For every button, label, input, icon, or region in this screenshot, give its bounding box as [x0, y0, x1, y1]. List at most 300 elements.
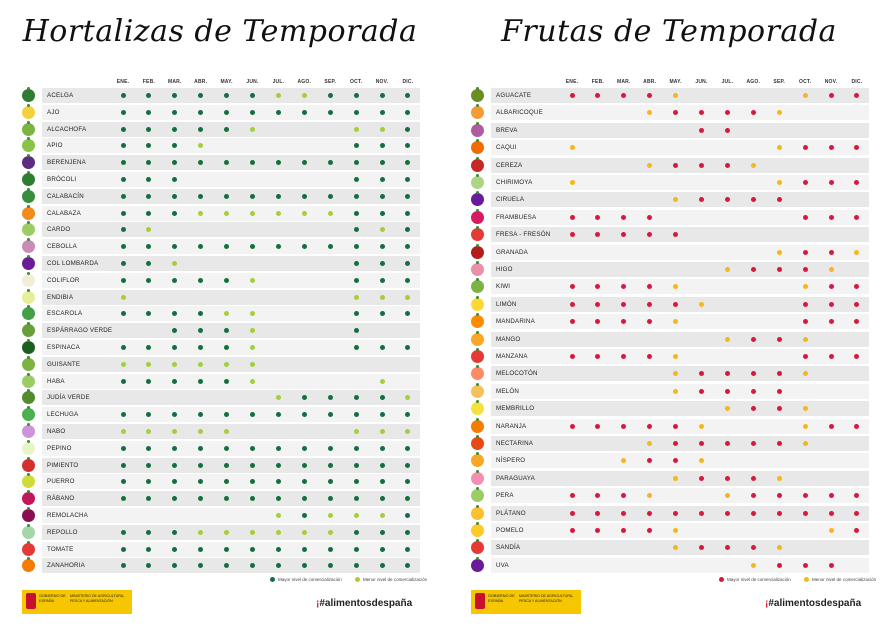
- produce-name: ACELGA: [47, 92, 74, 99]
- brand-hashtag: ¡#alimentosdespaña: [316, 598, 413, 609]
- row-background: [491, 245, 869, 260]
- produce-name: COL LOMBARDA: [47, 260, 99, 267]
- produce-name: REMOLACHA: [47, 512, 88, 519]
- row-background: [491, 384, 869, 399]
- produce-row: [20, 474, 420, 489]
- high-season-dot: [673, 511, 678, 516]
- produce-name: HIGO: [496, 266, 513, 273]
- produce-row: [469, 366, 869, 381]
- produce-name: GRANADA: [496, 248, 528, 256]
- chard-icon: [22, 89, 35, 102]
- high-season-dot: [380, 345, 385, 350]
- produce-row: [20, 441, 420, 456]
- produce-row: [20, 155, 420, 170]
- month-label: ENE.: [565, 79, 579, 85]
- high-season-dot: [354, 177, 359, 182]
- high-season-dot: [198, 463, 203, 468]
- row-background: [491, 332, 869, 347]
- produce-name: AJO: [47, 108, 60, 116]
- high-season-dot: [121, 278, 126, 283]
- row-background: [42, 222, 420, 237]
- high-season-dot: [777, 406, 782, 411]
- high-season-dot: [725, 163, 730, 168]
- high-season-dot: [302, 244, 307, 249]
- high-season-dot: [380, 547, 385, 552]
- row-background: [42, 525, 420, 540]
- legend-low-dot: [804, 577, 809, 582]
- produce-row: [469, 523, 869, 538]
- high-season-dot: [198, 194, 203, 199]
- low-season-dot: [699, 302, 704, 307]
- high-season-dot: [172, 547, 177, 552]
- high-season-dot: [380, 496, 385, 501]
- produce-name: HABA: [47, 377, 65, 385]
- produce-name: KIWI: [496, 283, 511, 291]
- asparagus-icon: [22, 324, 35, 337]
- low-season-dot: [380, 379, 385, 384]
- high-season-dot: [302, 160, 307, 165]
- high-season-dot: [829, 284, 834, 289]
- month-label: NOV.: [824, 79, 838, 85]
- row-background: [491, 558, 869, 573]
- high-season-dot: [302, 463, 307, 468]
- high-season-dot: [198, 547, 203, 552]
- coat-of-arms-icon: [26, 593, 36, 609]
- high-season-dot: [829, 563, 834, 568]
- high-season-dot: [570, 232, 575, 237]
- high-season-dot: [751, 406, 756, 411]
- cucumber-icon: [22, 442, 35, 455]
- low-season-dot: [328, 513, 333, 518]
- low-season-dot: [725, 337, 730, 342]
- month-label: MAR.: [617, 79, 631, 85]
- row-background: [42, 424, 420, 439]
- produce-row: [469, 332, 869, 347]
- high-season-dot: [777, 441, 782, 446]
- legend-high-label: Mayor nivel de comercialización: [727, 577, 791, 583]
- row-background: [491, 540, 869, 555]
- high-season-dot: [354, 110, 359, 115]
- high-season-dot: [121, 93, 126, 98]
- legend-high-dot: [719, 577, 724, 582]
- produce-row: [469, 245, 869, 260]
- onion-icon: [22, 240, 35, 253]
- high-season-dot: [380, 311, 385, 316]
- produce-name: CAQUI: [496, 144, 517, 152]
- month-label: JUL.: [721, 79, 734, 85]
- high-season-dot: [121, 261, 126, 266]
- low-season-dot: [224, 211, 229, 216]
- month-label: DIC.: [851, 79, 863, 85]
- high-season-dot: [172, 127, 177, 132]
- low-season-dot: [250, 211, 255, 216]
- high-season-dot: [570, 93, 575, 98]
- produce-row: [20, 88, 420, 103]
- produce-row: [469, 506, 869, 521]
- low-season-dot: [276, 513, 281, 518]
- month-label: OCT.: [798, 79, 812, 85]
- high-season-dot: [276, 463, 281, 468]
- produce-row: [469, 349, 869, 364]
- high-season-dot: [647, 511, 652, 516]
- row-background: [491, 506, 869, 521]
- radish-icon: [22, 492, 35, 505]
- produce-name: CHIRIMOYA: [496, 179, 533, 186]
- high-season-dot: [121, 530, 126, 535]
- produce-row: [20, 491, 420, 506]
- vegetables-chart: [0, 0, 440, 638]
- high-season-dot: [121, 479, 126, 484]
- row-background: [42, 155, 420, 170]
- high-season-dot: [380, 278, 385, 283]
- low-season-dot: [803, 406, 808, 411]
- produce-name: CARDO: [47, 226, 71, 234]
- high-season-dot: [380, 463, 385, 468]
- high-season-dot: [829, 250, 834, 255]
- produce-name: PARAGUAYA: [496, 474, 535, 482]
- low-season-dot: [380, 429, 385, 434]
- produce-row: [20, 407, 420, 422]
- low-season-dot: [250, 345, 255, 350]
- low-season-dot: [250, 379, 255, 384]
- high-season-dot: [354, 496, 359, 501]
- row-background: [42, 290, 420, 305]
- produce-name: JUDÍA VERDE: [47, 394, 90, 402]
- strawberry-icon: [471, 228, 484, 241]
- fruits-legend: [719, 577, 888, 585]
- month-label: MAY.: [220, 79, 233, 85]
- endive-icon: [22, 291, 35, 304]
- high-season-dot: [198, 110, 203, 115]
- high-season-dot: [380, 395, 385, 400]
- quince-icon: [471, 402, 484, 415]
- produce-row: [20, 458, 420, 473]
- high-season-dot: [276, 110, 281, 115]
- produce-row: [20, 390, 420, 405]
- row-background: [42, 206, 420, 221]
- celery-icon: [22, 139, 35, 152]
- low-season-dot: [647, 163, 652, 168]
- produce-name: SANDÍA: [496, 544, 521, 552]
- produce-row: [20, 138, 420, 153]
- high-season-dot: [121, 211, 126, 216]
- high-season-dot: [224, 110, 229, 115]
- row-background: [491, 349, 869, 364]
- high-season-dot: [803, 250, 808, 255]
- high-season-dot: [354, 93, 359, 98]
- high-season-dot: [121, 244, 126, 249]
- row-background: [42, 357, 420, 372]
- row-background: [491, 471, 869, 486]
- high-season-dot: [777, 267, 782, 272]
- produce-name: FRAMBUESA: [496, 213, 537, 221]
- government-logo: [471, 590, 581, 614]
- produce-row: [20, 105, 420, 120]
- high-season-dot: [224, 463, 229, 468]
- row-background: [42, 122, 420, 137]
- produce-name: PIMIENTO: [47, 461, 79, 469]
- row-background: [42, 105, 420, 120]
- low-season-dot: [276, 530, 281, 535]
- produce-name: ESPINACA: [47, 344, 80, 351]
- produce-row: [469, 314, 869, 329]
- high-season-dot: [673, 424, 678, 429]
- row-background: [42, 458, 420, 473]
- produce-name: BRÓCOLI: [47, 176, 77, 183]
- month-label: ENE.: [116, 79, 130, 85]
- produce-row: [20, 542, 420, 557]
- high-season-dot: [121, 143, 126, 148]
- high-season-dot: [121, 496, 126, 501]
- produce-name: RÁBANO: [47, 495, 75, 503]
- high-season-dot: [328, 412, 333, 417]
- high-season-dot: [570, 511, 575, 516]
- high-season-dot: [328, 93, 333, 98]
- pear-icon: [471, 489, 484, 502]
- low-season-dot: [250, 278, 255, 283]
- row-background: [42, 558, 420, 573]
- high-season-dot: [829, 511, 834, 516]
- produce-row: [20, 323, 420, 338]
- coat-of-arms-icon: [475, 593, 485, 609]
- red-cabbage-icon: [22, 257, 35, 270]
- high-season-dot: [570, 284, 575, 289]
- high-season-dot: [829, 354, 834, 359]
- month-label: JUL.: [272, 79, 285, 85]
- row-background: [491, 453, 869, 468]
- cauliflower-icon: [22, 274, 35, 287]
- high-season-dot: [829, 93, 834, 98]
- high-season-dot: [198, 127, 203, 132]
- row-background: [491, 401, 869, 416]
- row-background: [42, 491, 420, 506]
- month-label: ABR.: [194, 79, 208, 85]
- mango-icon: [471, 333, 484, 346]
- high-season-dot: [803, 302, 808, 307]
- vegetables-legend: [270, 577, 439, 585]
- government-logo: [22, 590, 132, 614]
- produce-row: [20, 374, 420, 389]
- produce-name: CIRUELA: [496, 196, 525, 204]
- high-season-dot: [751, 441, 756, 446]
- produce-name: MANDARINA: [496, 318, 535, 326]
- high-season-dot: [570, 493, 575, 498]
- month-label: OCT.: [349, 79, 363, 85]
- high-season-dot: [380, 563, 385, 568]
- high-season-dot: [751, 493, 756, 498]
- high-season-dot: [121, 345, 126, 350]
- watermelon-icon: [471, 541, 484, 554]
- high-season-dot: [803, 493, 808, 498]
- high-season-dot: [803, 180, 808, 185]
- row-background: [42, 441, 420, 456]
- high-season-dot: [276, 547, 281, 552]
- produce-row: [469, 453, 869, 468]
- produce-row: [469, 210, 869, 225]
- produce-row: [469, 279, 869, 294]
- row-background: [42, 390, 420, 405]
- high-season-dot: [803, 319, 808, 324]
- produce-name: BREVA: [496, 126, 518, 134]
- produce-name: PUERRO: [47, 478, 75, 486]
- high-season-dot: [121, 127, 126, 132]
- produce-name: PERA: [496, 492, 514, 500]
- high-season-dot: [121, 160, 126, 165]
- high-season-dot: [276, 194, 281, 199]
- cardoon-icon: [22, 223, 35, 236]
- produce-row: [469, 227, 869, 242]
- escarole-icon: [22, 307, 35, 320]
- high-season-dot: [328, 110, 333, 115]
- fruits-chart: [449, 0, 889, 638]
- row-background: [42, 189, 420, 204]
- produce-row: [20, 340, 420, 355]
- low-season-dot: [777, 476, 782, 481]
- high-season-dot: [777, 389, 782, 394]
- high-season-dot: [172, 463, 177, 468]
- high-season-dot: [224, 379, 229, 384]
- produce-name: NECTARINA: [496, 440, 534, 447]
- high-season-dot: [121, 227, 126, 232]
- produce-row: [469, 262, 869, 277]
- high-season-dot: [328, 194, 333, 199]
- low-season-dot: [354, 513, 359, 518]
- produce-name: ENDIBIA: [47, 293, 74, 301]
- high-season-dot: [751, 511, 756, 516]
- apple-icon: [471, 350, 484, 363]
- row-background: [42, 273, 420, 288]
- produce-name: TOMATE: [47, 545, 74, 553]
- grape-icon: [471, 559, 484, 572]
- zucchini-icon: [22, 190, 35, 203]
- high-season-dot: [829, 319, 834, 324]
- month-label: SEP.: [324, 79, 336, 85]
- orange-icon: [471, 420, 484, 433]
- row-background: [491, 123, 869, 138]
- high-season-dot: [725, 128, 730, 133]
- produce-row: [469, 140, 869, 155]
- high-season-dot: [250, 547, 255, 552]
- high-season-dot: [699, 441, 704, 446]
- high-season-dot: [121, 379, 126, 384]
- produce-name: AGUACATE: [496, 92, 532, 99]
- high-season-dot: [354, 547, 359, 552]
- month-label: JUN.: [695, 79, 708, 85]
- low-season-dot: [777, 250, 782, 255]
- low-season-dot: [328, 530, 333, 535]
- row-background: [42, 508, 420, 523]
- high-season-dot: [803, 354, 808, 359]
- produce-name: CALABACÍN: [47, 192, 84, 200]
- high-season-dot: [354, 446, 359, 451]
- high-season-dot: [121, 412, 126, 417]
- row-background: [491, 262, 869, 277]
- produce-row: [20, 172, 420, 187]
- high-season-dot: [621, 424, 626, 429]
- high-season-dot: [224, 278, 229, 283]
- green-bean-icon: [22, 391, 35, 404]
- turnip-icon: [22, 425, 35, 438]
- high-season-dot: [121, 547, 126, 552]
- produce-row: [20, 525, 420, 540]
- low-season-dot: [751, 163, 756, 168]
- low-season-dot: [803, 424, 808, 429]
- low-season-dot: [829, 267, 834, 272]
- high-season-dot: [224, 194, 229, 199]
- high-season-dot: [250, 93, 255, 98]
- high-season-dot: [829, 215, 834, 220]
- high-season-dot: [380, 194, 385, 199]
- raspberry-icon: [471, 211, 484, 224]
- legend-low-dot: [355, 577, 360, 582]
- high-season-dot: [121, 194, 126, 199]
- ministry-label: MINISTERIO DE AGRICULTURA, PESCA Y ALIMENTACIÓN: [519, 594, 574, 603]
- row-background: [42, 374, 420, 389]
- row-background: [42, 138, 420, 153]
- high-season-dot: [699, 163, 704, 168]
- high-season-dot: [354, 345, 359, 350]
- row-background: [491, 105, 869, 120]
- spinach-icon: [22, 341, 35, 354]
- high-season-dot: [302, 513, 307, 518]
- high-season-dot: [380, 177, 385, 182]
- high-season-dot: [328, 547, 333, 552]
- produce-name: BERENJENA: [47, 159, 86, 167]
- produce-row: [469, 88, 869, 103]
- ministry-label: MINISTERIO DE AGRICULTURA, PESCA Y ALIMENTACIÓN: [70, 594, 125, 603]
- carrot-icon: [22, 559, 35, 572]
- row-background: [491, 279, 869, 294]
- produce-name: MANGO: [496, 335, 521, 343]
- produce-row: [20, 256, 420, 271]
- pomegranate-icon: [471, 246, 484, 259]
- high-season-dot: [250, 463, 255, 468]
- low-season-dot: [224, 362, 229, 367]
- high-season-dot: [380, 446, 385, 451]
- cherry-icon: [471, 159, 484, 172]
- high-season-dot: [121, 563, 126, 568]
- high-season-dot: [570, 424, 575, 429]
- plum-icon: [471, 193, 484, 206]
- legend-low-label: Menor nivel de comercialización: [363, 577, 428, 583]
- garlic-icon: [22, 106, 35, 119]
- row-background: [42, 542, 420, 557]
- cherimoya-icon: [471, 176, 484, 189]
- high-season-dot: [250, 110, 255, 115]
- high-season-dot: [172, 379, 177, 384]
- high-season-dot: [354, 160, 359, 165]
- high-season-dot: [777, 337, 782, 342]
- high-season-dot: [224, 127, 229, 132]
- high-season-dot: [354, 530, 359, 535]
- produce-row: [469, 105, 869, 120]
- high-season-dot: [380, 530, 385, 535]
- low-season-dot: [380, 227, 385, 232]
- high-season-dot: [198, 278, 203, 283]
- government-label: GOBIERNO DE ESPAÑA: [488, 594, 515, 603]
- low-season-dot: [751, 563, 756, 568]
- high-season-dot: [570, 354, 575, 359]
- high-season-dot: [673, 302, 678, 307]
- low-season-dot: [803, 441, 808, 446]
- produce-name: CEREZA: [496, 161, 523, 169]
- produce-name: LIMÓN: [496, 300, 517, 308]
- produce-row: [20, 189, 420, 204]
- high-season-dot: [380, 143, 385, 148]
- high-season-dot: [777, 511, 782, 516]
- early-fig-icon: [471, 124, 484, 137]
- low-season-dot: [224, 530, 229, 535]
